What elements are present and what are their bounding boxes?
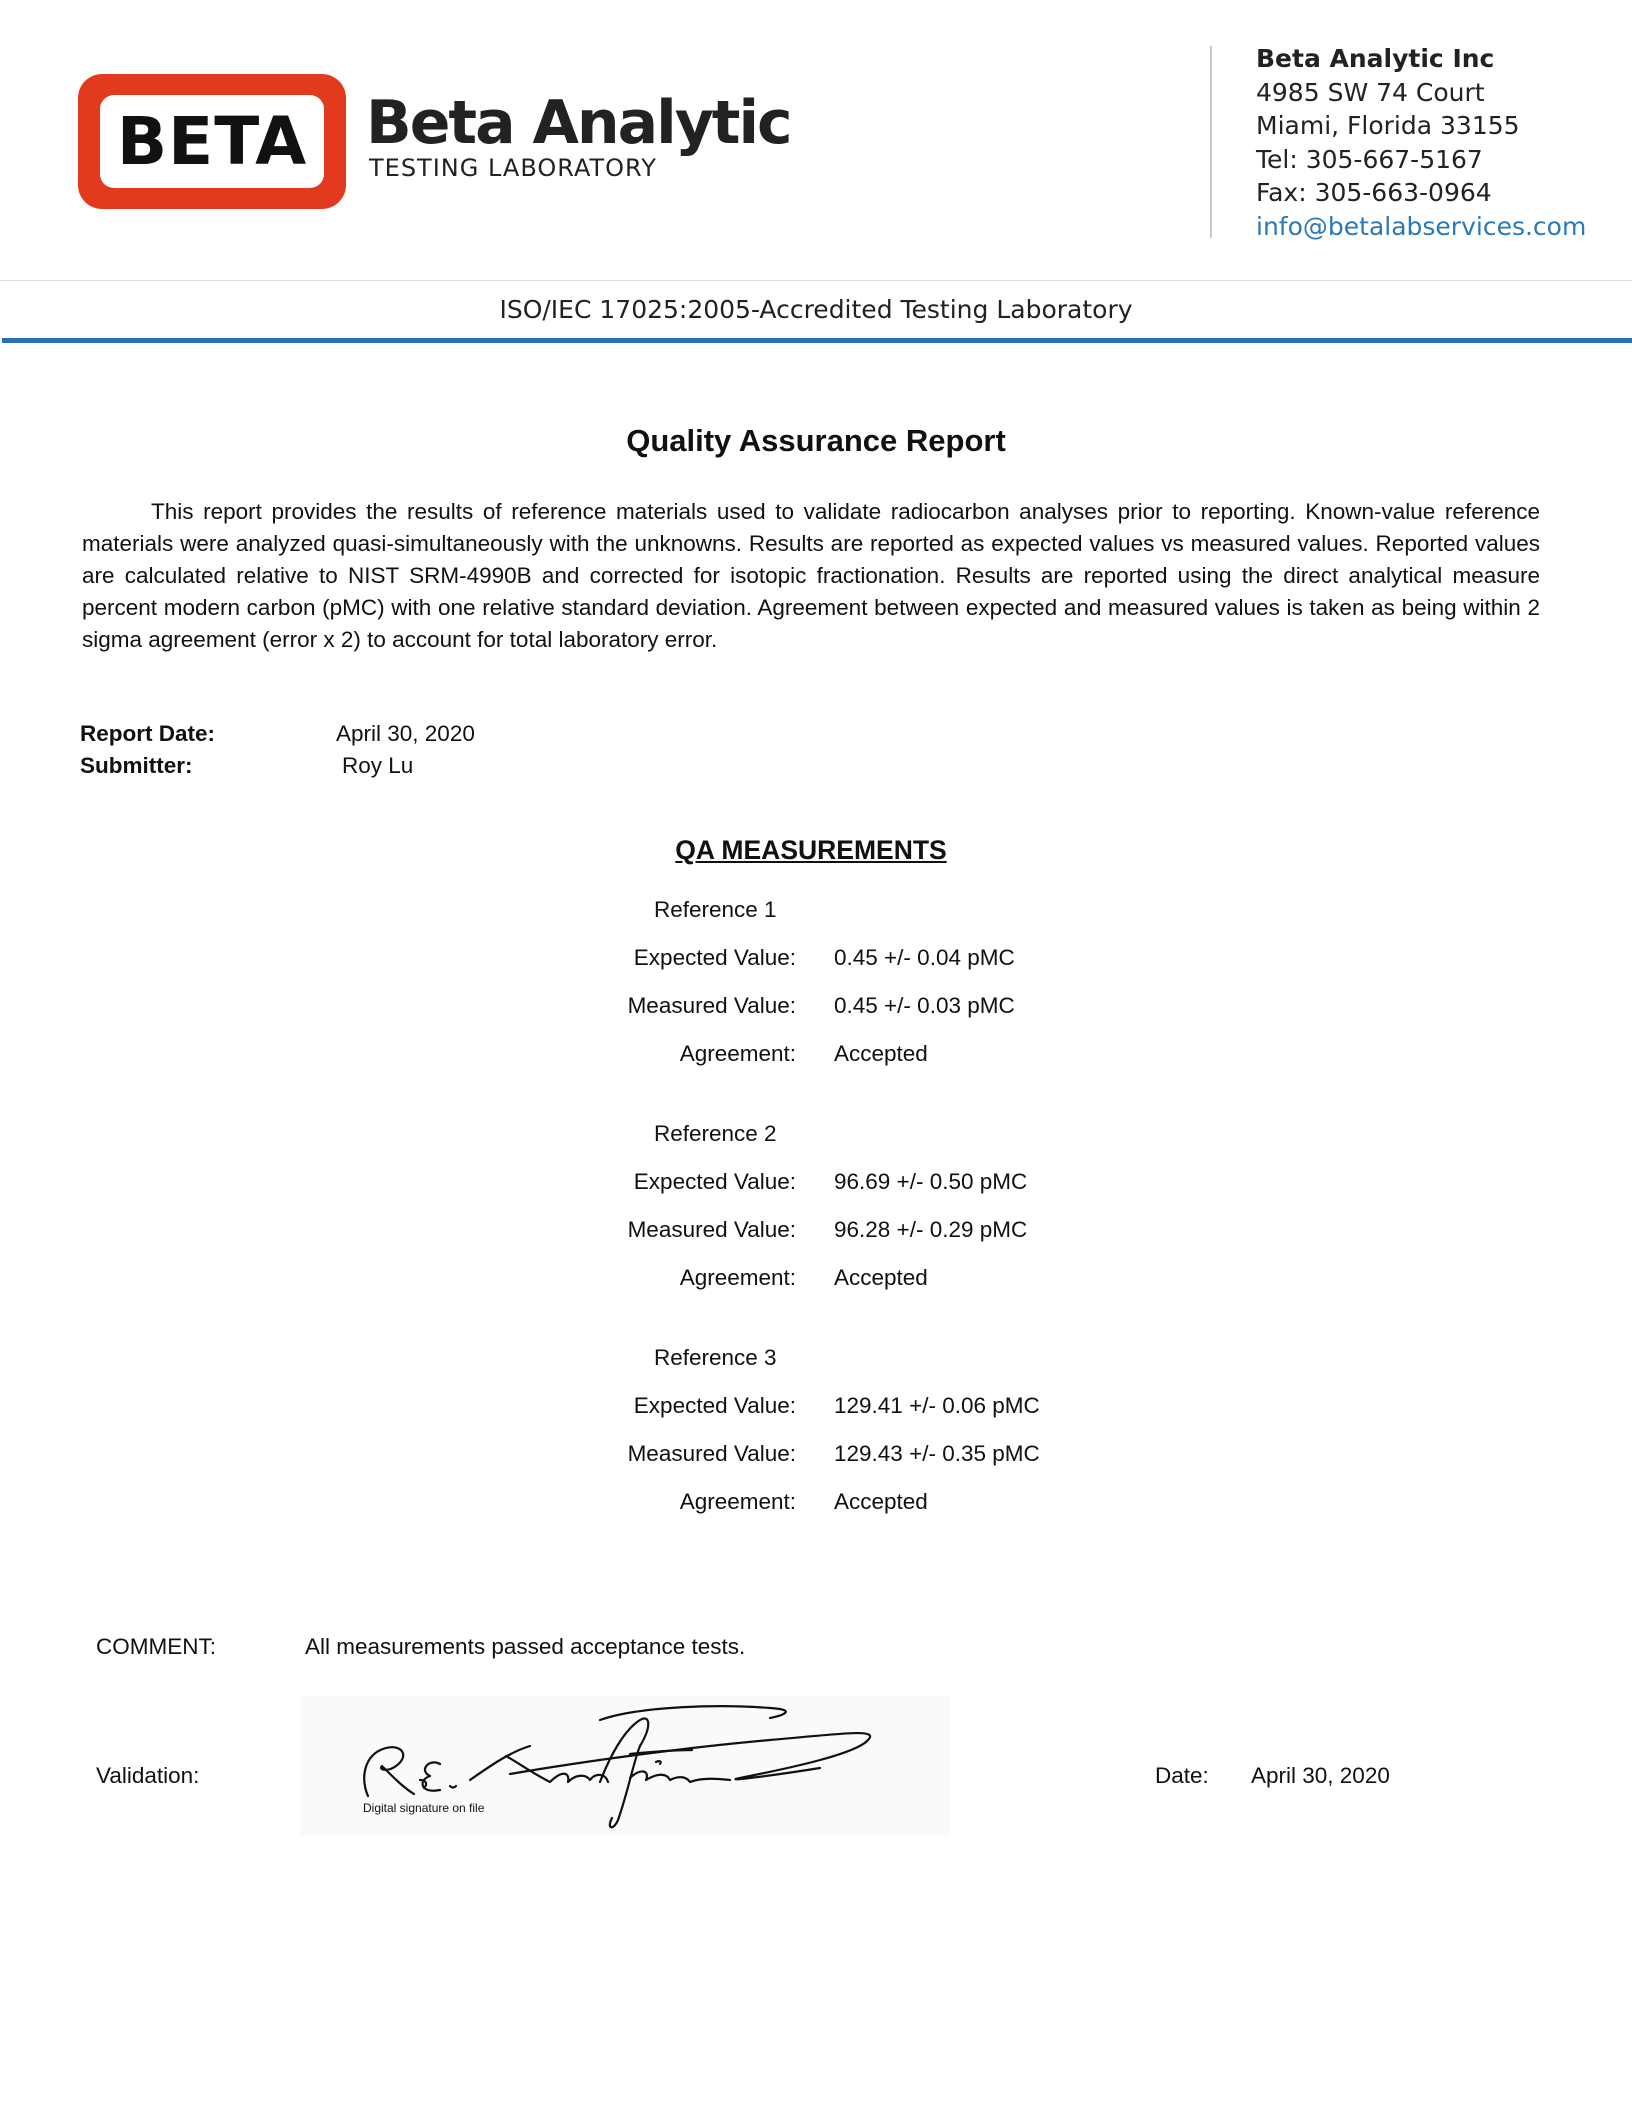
report-date-value: April 30, 2020	[336, 721, 475, 746]
submitter-label: Submitter:	[80, 753, 193, 778]
expected-label: Expected Value:	[633, 1393, 796, 1418]
beta-logo-inner	[100, 95, 324, 188]
agreement-value: Accepted	[834, 1041, 928, 1066]
company-name: Beta Analytic Inc	[1256, 44, 1495, 73]
reference-title: Reference 3	[654, 1345, 777, 1370]
expected-value: 0.45 +/- 0.04 pMC	[834, 945, 1015, 970]
measured-value: 96.28 +/- 0.29 pMC	[834, 1217, 1028, 1242]
signature-caption: Digital signature on file	[363, 1801, 485, 1815]
agreement-value: Accepted	[834, 1489, 928, 1514]
accent-rule	[2, 338, 1632, 343]
measured-label: Measured Value:	[627, 1441, 796, 1466]
brand-name: Beta Analytic	[366, 88, 791, 158]
agreement-label: Agreement:	[679, 1489, 796, 1514]
expected-label: Expected Value:	[633, 1169, 796, 1194]
handwritten-signature	[300, 1696, 950, 1836]
comment-label: COMMENT:	[96, 1634, 216, 1659]
submitter-value: Roy Lu	[342, 753, 414, 778]
beta-logo	[78, 74, 346, 209]
reference-title: Reference 2	[654, 1121, 777, 1146]
contact-block	[1256, 42, 1586, 243]
agreement-label: Agreement:	[679, 1041, 796, 1066]
telephone: Tel: 305-667-5167	[1256, 144, 1483, 174]
agreement-value: Accepted	[834, 1265, 928, 1290]
qa-section-title: QA MEASUREMENTS	[675, 835, 947, 865]
measured-label: Measured Value:	[627, 1217, 796, 1242]
validation-label: Validation:	[96, 1763, 200, 1788]
measured-value: 0.45 +/- 0.03 pMC	[834, 993, 1015, 1018]
reference-title: Reference 1	[654, 897, 777, 922]
date-value: April 30, 2020	[1251, 1763, 1390, 1788]
expected-label: Expected Value:	[633, 945, 796, 970]
measured-value: 129.43 +/- 0.35 pMC	[834, 1441, 1040, 1466]
fax: Fax: 305-663-0964	[1256, 178, 1492, 207]
city-address: Miami, Florida 33155	[1256, 111, 1520, 140]
logo-text: BETA	[116, 102, 308, 180]
street-address: 4985 SW 74 Court	[1256, 77, 1485, 107]
expected-value: 96.69 +/- 0.50 pMC	[834, 1169, 1028, 1194]
agreement-label: Agreement:	[679, 1265, 796, 1290]
header-rule	[0, 280, 1632, 281]
email-link[interactable]: info@betalabservices.com	[1256, 211, 1587, 241]
signature-image	[300, 1696, 950, 1836]
accreditation-line: ISO/IEC 17025:2005-Accredited Testing Laboratory	[499, 295, 1133, 324]
comment-text: All measurements passed acceptance tests.	[305, 1634, 746, 1659]
report-title: Quality Assurance Report	[626, 423, 1006, 458]
date-label: Date:	[1155, 1763, 1209, 1788]
header-divider	[1210, 46, 1212, 238]
report-intro: This report provides the results of reference materials used to validate radiocarbon analyses prior to reporting. Known-value reference materials were analyzed quasi-simultaneously with the unknowns. Results are reported as expected values vs measured values. Reported values are calculated relative to NIST SRM-4990B and corrected for isotopic fractionation. Results are reported using the direct analytical measure percent modern carbon (pMC) with one relative standard deviation. Agreement between expected and measured values is taken as being within 2 sigma agreement (error x 2) to account for total laboratory error.	[82, 499, 1540, 652]
expected-value: 129.41 +/- 0.06 pMC	[834, 1393, 1040, 1418]
measured-label: Measured Value:	[627, 993, 796, 1018]
brand-subtitle: TESTING LABORATORY	[369, 154, 657, 182]
report-date-label: Report Date:	[80, 721, 216, 746]
